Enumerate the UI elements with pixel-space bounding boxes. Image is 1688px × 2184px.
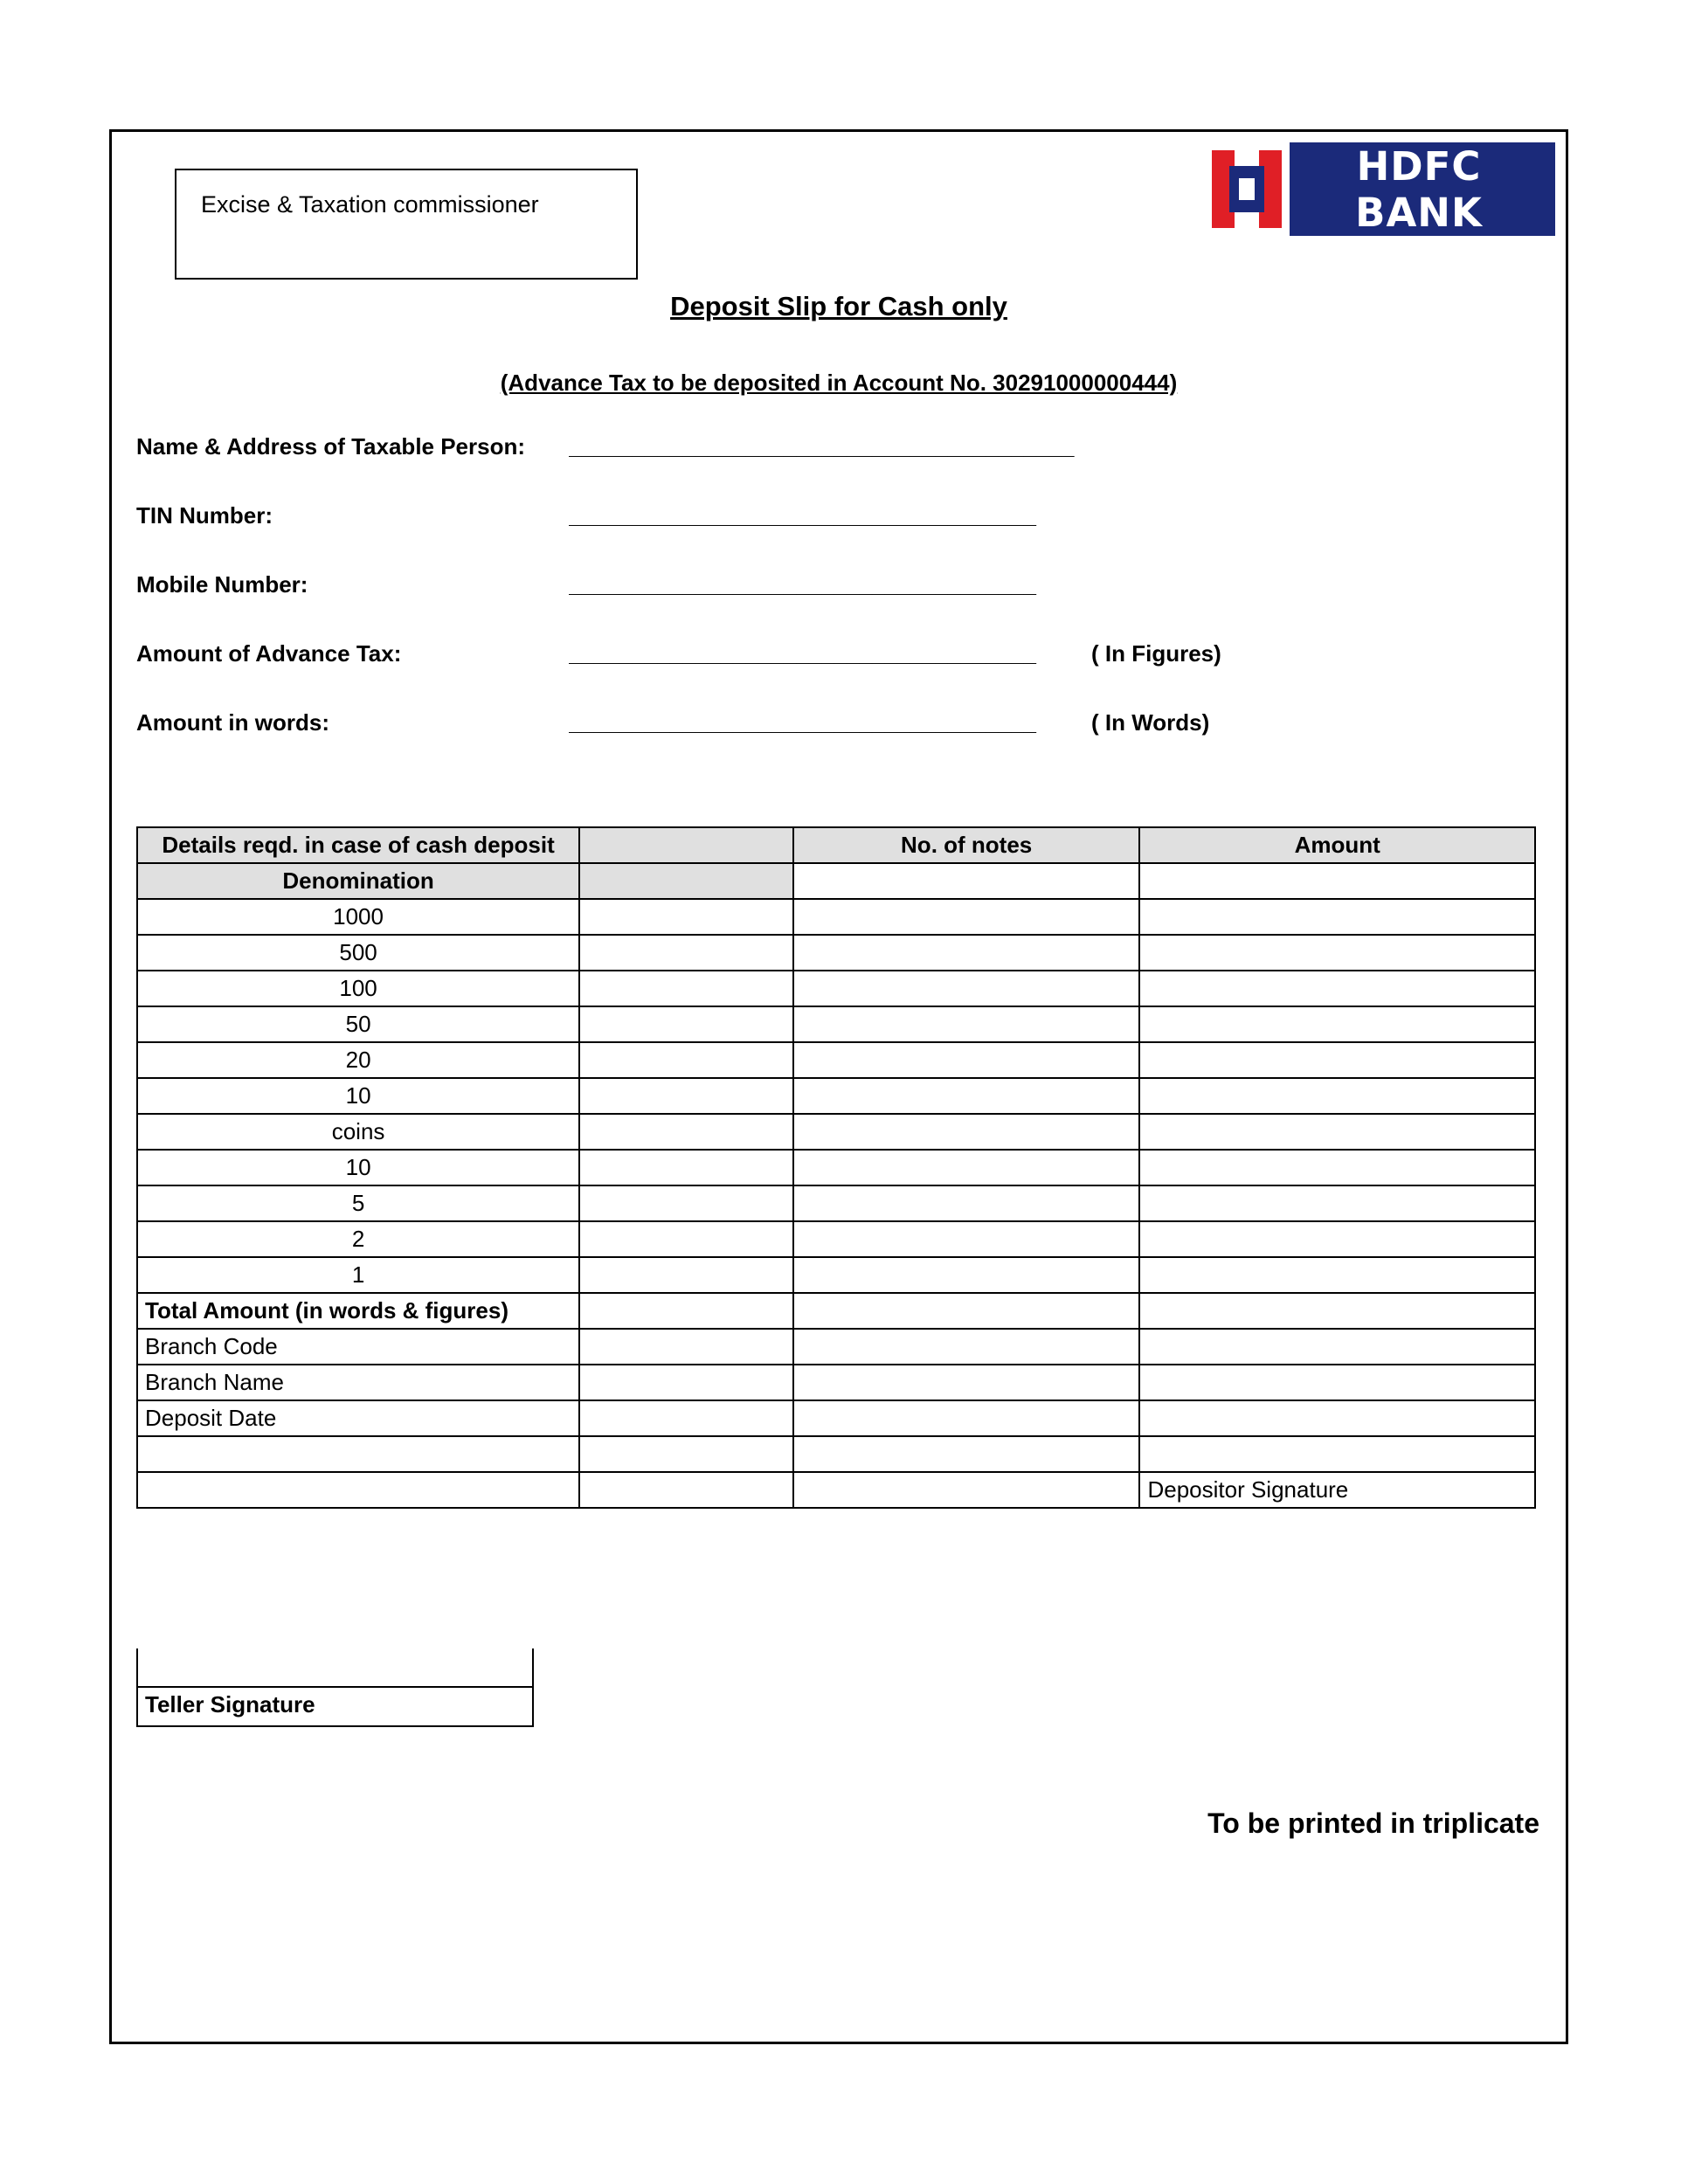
cell-blank[interactable] bbox=[579, 1436, 793, 1472]
branch-name-label: Branch Name bbox=[137, 1365, 579, 1400]
teller-signature-field[interactable] bbox=[136, 1648, 534, 1688]
denomination-label: Denomination bbox=[137, 863, 579, 899]
field-input-amount-words[interactable]: _____________________________________ bbox=[569, 709, 1037, 736]
field-label-tin-number: TIN Number: bbox=[136, 502, 273, 529]
teller-signature-block bbox=[136, 1648, 534, 1727]
table-header-details: Details reqd. in case of cash deposit bbox=[137, 827, 579, 863]
field-label-amount-figures: Amount of Advance Tax: bbox=[136, 640, 402, 667]
cell-blank[interactable] bbox=[579, 971, 793, 1006]
cell-notes[interactable] bbox=[793, 935, 1140, 971]
field-label-mobile-number: Mobile Number: bbox=[136, 571, 308, 598]
field-input-name-address[interactable]: ________________________________________ bbox=[569, 433, 1075, 460]
denomination-value: 1 bbox=[137, 1257, 579, 1293]
cell-amount[interactable] bbox=[1139, 899, 1535, 935]
table-row-branch-code bbox=[137, 1329, 1535, 1365]
cell-notes[interactable] bbox=[793, 1400, 1140, 1436]
teller-signature-label: Teller Signature bbox=[136, 1688, 534, 1727]
cell-amount[interactable] bbox=[1139, 1006, 1535, 1042]
page-title: Deposit Slip for Cash only bbox=[670, 291, 1007, 321]
field-suffix-amount-words: ( In Words) bbox=[1091, 709, 1210, 736]
hdfc-bank-logo bbox=[1204, 142, 1555, 236]
field-label-name-address: Name & Address of Taxable Person: bbox=[136, 433, 526, 460]
table-row-denomination bbox=[137, 863, 1535, 899]
table-row bbox=[137, 1257, 1535, 1293]
table-row-depositor-signature bbox=[137, 1472, 1535, 1508]
field-input-mobile-number[interactable]: _____________________________________ bbox=[569, 571, 1037, 598]
denomination-amount-cell[interactable] bbox=[1139, 863, 1535, 899]
table-row-branch-name bbox=[137, 1365, 1535, 1400]
cell-blank[interactable] bbox=[579, 1150, 793, 1185]
denomination-blank-cell bbox=[579, 863, 793, 899]
denomination-value: 50 bbox=[137, 1006, 579, 1042]
cell-notes[interactable] bbox=[793, 1006, 1140, 1042]
cell-amount[interactable] bbox=[1139, 1257, 1535, 1293]
table-row-total-amount bbox=[137, 1293, 1535, 1329]
table-row bbox=[137, 1006, 1535, 1042]
cell-amount[interactable] bbox=[1139, 1221, 1535, 1257]
table-header-notes: No. of notes bbox=[793, 827, 1140, 863]
cell-amount[interactable] bbox=[1139, 971, 1535, 1006]
cell-notes[interactable] bbox=[793, 971, 1140, 1006]
denomination-notes-cell[interactable] bbox=[793, 863, 1140, 899]
cell-blank[interactable] bbox=[579, 1078, 793, 1114]
cell-notes[interactable] bbox=[793, 1365, 1140, 1400]
cell-amount[interactable] bbox=[1139, 1114, 1535, 1150]
denomination-value: 20 bbox=[137, 1042, 579, 1078]
cell-notes[interactable] bbox=[793, 1221, 1140, 1257]
cell-amount[interactable] bbox=[1139, 1400, 1535, 1436]
cell-blank[interactable] bbox=[579, 1257, 793, 1293]
cash-deposit-table bbox=[136, 826, 1536, 1509]
cell-amount[interactable] bbox=[1139, 1185, 1535, 1221]
empty-label-cell bbox=[137, 1436, 579, 1472]
table-row bbox=[137, 1150, 1535, 1185]
denomination-value: 1000 bbox=[137, 899, 579, 935]
page-subtitle: (Advance Tax to be deposited in Account No. 30291000000444) bbox=[500, 370, 1178, 396]
total-amount-label: Total Amount (in words & figures) bbox=[137, 1293, 579, 1329]
cell-blank[interactable] bbox=[579, 1329, 793, 1365]
cell-amount[interactable] bbox=[1139, 1293, 1535, 1329]
table-row-deposit-date bbox=[137, 1400, 1535, 1436]
cell-blank[interactable] bbox=[579, 1221, 793, 1257]
cell-blank[interactable] bbox=[579, 1185, 793, 1221]
cell-amount[interactable] bbox=[1139, 1436, 1535, 1472]
table-row bbox=[137, 1114, 1535, 1150]
cell-blank[interactable] bbox=[793, 1472, 1140, 1508]
cell-notes[interactable] bbox=[793, 1078, 1140, 1114]
field-row-amount-figures bbox=[136, 640, 1499, 709]
denomination-value: 100 bbox=[137, 971, 579, 1006]
cell-blank[interactable] bbox=[579, 1365, 793, 1400]
table-header-row bbox=[137, 827, 1535, 863]
cell-blank[interactable] bbox=[579, 1006, 793, 1042]
denomination-value: 2 bbox=[137, 1221, 579, 1257]
footer-note: To be printed in triplicate bbox=[1207, 1807, 1539, 1839]
cell-amount[interactable] bbox=[1139, 1365, 1535, 1400]
table-row bbox=[137, 1042, 1535, 1078]
field-row-tin-number bbox=[136, 502, 1499, 571]
cell-amount[interactable] bbox=[1139, 1042, 1535, 1078]
cell-blank[interactable] bbox=[579, 1293, 793, 1329]
field-row-name-address bbox=[136, 433, 1499, 502]
table-row bbox=[137, 935, 1535, 971]
table-row bbox=[137, 1221, 1535, 1257]
table-header-blank bbox=[579, 827, 793, 863]
field-label-amount-words: Amount in words: bbox=[136, 709, 329, 736]
hdfc-logo-mark-icon bbox=[1204, 142, 1290, 236]
cell-notes[interactable] bbox=[793, 1114, 1140, 1150]
table-header-amount: Amount bbox=[1139, 827, 1535, 863]
cell-amount[interactable] bbox=[1139, 935, 1535, 971]
field-input-amount-figures[interactable]: _____________________________________ bbox=[569, 640, 1037, 667]
cell-notes[interactable] bbox=[793, 899, 1140, 935]
cell-notes[interactable] bbox=[793, 1436, 1140, 1472]
cell-notes[interactable] bbox=[793, 1257, 1140, 1293]
depositor-signature-label: Depositor Signature bbox=[1139, 1472, 1535, 1508]
cell-blank[interactable] bbox=[579, 899, 793, 935]
cell-notes[interactable] bbox=[793, 1150, 1140, 1185]
field-input-tin-number[interactable]: _____________________________________ bbox=[569, 502, 1037, 529]
table-row bbox=[137, 1185, 1535, 1221]
cell-blank[interactable] bbox=[579, 1114, 793, 1150]
denomination-value: 5 bbox=[137, 1185, 579, 1221]
table-row bbox=[137, 1078, 1535, 1114]
department-name: Excise & Taxation commissioner bbox=[201, 191, 539, 218]
cell-blank[interactable] bbox=[579, 1042, 793, 1078]
field-row-amount-words bbox=[136, 709, 1499, 778]
department-box bbox=[175, 169, 638, 280]
field-suffix-amount-figures: ( In Figures) bbox=[1091, 640, 1221, 667]
cell-notes[interactable] bbox=[793, 1185, 1140, 1221]
denomination-value: 10 bbox=[137, 1150, 579, 1185]
cell-blank[interactable] bbox=[137, 1472, 579, 1508]
cell-notes[interactable] bbox=[793, 1293, 1140, 1329]
branch-code-label: Branch Code bbox=[137, 1329, 579, 1365]
table-row bbox=[137, 971, 1535, 1006]
cell-blank[interactable] bbox=[579, 935, 793, 971]
cell-blank[interactable] bbox=[579, 1472, 793, 1508]
field-row-mobile-number bbox=[136, 571, 1499, 640]
cell-amount[interactable] bbox=[1139, 1329, 1535, 1365]
deposit-slip-page bbox=[109, 129, 1568, 2044]
cell-blank[interactable] bbox=[579, 1400, 793, 1436]
denomination-value: coins bbox=[137, 1114, 579, 1150]
form-fields bbox=[136, 433, 1499, 778]
hdfc-logo-text: HDFC BANK bbox=[1355, 142, 1483, 236]
cell-amount[interactable] bbox=[1139, 1078, 1535, 1114]
denomination-value: 500 bbox=[137, 935, 579, 971]
denomination-value: 10 bbox=[137, 1078, 579, 1114]
cell-notes[interactable] bbox=[793, 1042, 1140, 1078]
cell-amount[interactable] bbox=[1139, 1150, 1535, 1185]
table-row bbox=[137, 899, 1535, 935]
table-row-empty bbox=[137, 1436, 1535, 1472]
deposit-date-label: Deposit Date bbox=[137, 1400, 579, 1436]
cell-notes[interactable] bbox=[793, 1329, 1140, 1365]
